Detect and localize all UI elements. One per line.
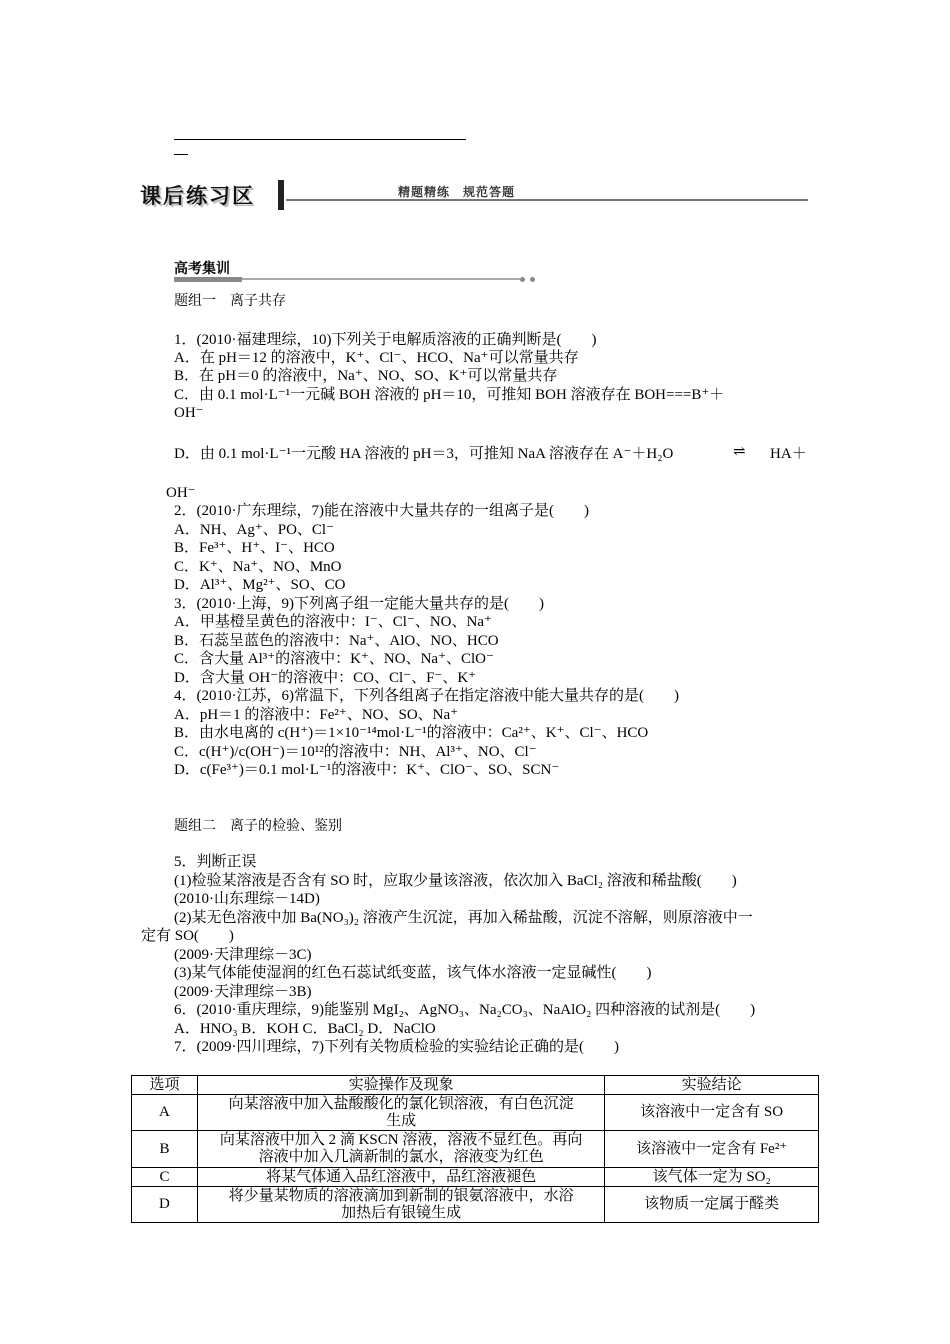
q1-option-d: D．由 0.1 mol·L⁻¹一元酸 HA 溶液的 pH＝3，可推知 NaA 溶液存在 A⁻＋H₂O <box>174 446 674 462</box>
q5-part2: (2)某无色溶液中加 Ba(NO₃)₂ 溶液产生沉淀，再加入稀盐酸，沉淀不溶解，则原溶液中一 <box>174 910 753 926</box>
dot-icon <box>520 277 525 282</box>
banner-rule <box>286 199 808 201</box>
table-header: 选项 <box>132 1076 198 1095</box>
equilibrium-arrow-icon: ⇌ <box>733 444 746 460</box>
table-header: 实验操作及现象 <box>197 1076 604 1095</box>
q5-part3-source: (2009·天津理综－3B) <box>174 984 312 1000</box>
section-bar <box>174 277 242 282</box>
operation-line: 将少量某物质的溶液滴加到新制的银氨溶液中，水浴 <box>228 1187 574 1204</box>
q5-part2-cont: 定有 SO( ) <box>141 928 234 944</box>
q1-option-a: A．在 pH＝12 的溶液中，K⁺、Cl⁻、HCO、Na⁺可以常量共存 <box>174 350 579 366</box>
q3-option-b: B．石蕊呈蓝色的溶液中：Na⁺、AlO、NO、HCO <box>174 633 499 649</box>
table-cell-result: 该气体一定为 SO₂ <box>605 1168 819 1187</box>
q5-part3: (3)某气体能使湿润的红色石蕊试纸变蓝，该气体水溶液一定显碱性( ) <box>174 965 652 981</box>
q1-option-c-cont: OH⁻ <box>174 405 204 421</box>
dot-icon <box>530 277 535 282</box>
operation-line: 生成 <box>386 1112 417 1129</box>
q1-option-d-cont: OH⁻ <box>166 485 196 501</box>
q2-stem: 2．(2010·广东理综，7)能在溶液中大量共存的一组离子是( ) <box>174 503 589 519</box>
table-cell-option: A <box>132 1095 198 1131</box>
q4-option-c: C．c(H⁺)/c(OH⁻)＝10¹²的溶液中：NH、Al³⁺、NO、Cl⁻ <box>174 744 537 760</box>
table-cell-option: B <box>132 1131 198 1168</box>
q3-option-d: D．含大量 OH⁻的溶液中：CO、Cl⁻、F⁻、K⁺ <box>174 670 477 686</box>
operation-line: 向某溶液中加入 2 滴 KSCN 溶液，溶液不显红色。再向 <box>219 1132 583 1148</box>
table-row <box>132 1095 819 1131</box>
q5-stem: 5．判断正误 <box>174 854 257 870</box>
table-header: 实验结论 <box>605 1076 819 1095</box>
banner-title: 课后练习区 <box>140 184 255 208</box>
table-cell-operation <box>197 1131 604 1168</box>
q2-option-b: B．Fe³⁺、H⁺、I⁻、HCO <box>174 540 335 556</box>
q2-option-c: C．K⁺、Na⁺、NO、MnO <box>174 559 342 575</box>
answer-table <box>131 1075 819 1223</box>
table-header-row <box>132 1076 819 1095</box>
operation-line: 加热后有银镜生成 <box>341 1204 462 1221</box>
section-rule <box>242 278 520 280</box>
operation-line: 溶液中加入几滴新制的氯水，溶液变为红色 <box>258 1149 544 1165</box>
q1-option-c: C．由 0.1 mol·L⁻¹一元碱 BOH 溶液的 pH＝10，可推知 BOH 溶液存在 BOH===B⁺＋ <box>174 387 725 403</box>
table-cell-result: 该溶液中一定含有 SO <box>605 1095 819 1131</box>
table-row <box>132 1168 819 1187</box>
table-cell-result: 该溶液中一定含有 Fe²⁺ <box>605 1131 819 1168</box>
q4-stem: 4．(2010·江苏，6)常温下，下列各组离子在指定溶液中能大量共存的是( ) <box>174 688 679 704</box>
group2-heading: 题组二 离子的检验、鉴别 <box>174 818 342 834</box>
q5-part2-source: (2009·天津理综－3C) <box>174 947 312 963</box>
q4-option-d: D．c(Fe³⁺)＝0.1 mol·L⁻¹的溶液中：K⁺、ClO⁻、SO、SCN⁻ <box>174 762 560 778</box>
operation-line: 将某气体通入品红溶液中，品红溶液褪色 <box>266 1168 537 1185</box>
q7-stem: 7．(2009·四川理综，7)下列有关物质检验的实验结论正确的是( ) <box>174 1039 619 1055</box>
q1-option-b: B．在 pH＝0 的溶液中，Na⁺、NO、SO、K⁺可以常量共存 <box>174 368 558 384</box>
q2-option-d: D．Al³⁺、Mg²⁺、SO、CO <box>174 577 346 593</box>
table-cell-result: 该物质一定属于醛类 <box>605 1187 819 1223</box>
section-title: 高考集训 <box>174 261 230 277</box>
q4-option-b: B．由水电离的 c(H⁺)＝1×10⁻¹⁴mol·L⁻¹的溶液中：Ca²⁺、K⁺、Cl⁻、HCO <box>174 725 649 741</box>
q1-stem: 1．(2010·福建理综，10)下列关于电解质溶液的正确判断是( ) <box>174 332 597 348</box>
table-row <box>132 1131 819 1168</box>
q5-part1: (1)检验某溶液是否含有 SO 时，应取少量该溶液，依次加入 BaCl₂ 溶液和稀盐酸( ) <box>174 873 737 889</box>
table-cell-operation <box>197 1187 604 1223</box>
q2-option-a: A．NH、Ag⁺、PO、Cl⁻ <box>174 522 335 538</box>
table-cell-option: D <box>132 1187 198 1223</box>
q1-option-d-tail: HA＋ <box>770 446 807 462</box>
group1-heading: 题组一 离子共存 <box>174 293 286 309</box>
q3-option-a: A．甲基橙呈黄色的溶液中：I⁻、Cl⁻、NO、Na⁺ <box>174 614 492 630</box>
short-dash <box>174 154 188 155</box>
banner-subtitle: 精题精练 规范答题 <box>398 185 516 199</box>
table-row <box>132 1187 819 1223</box>
banner-divider <box>278 180 284 210</box>
q3-option-c: C．含大量 Al³⁺的溶液中：K⁺、NO、Na⁺、ClO⁻ <box>174 651 494 667</box>
section-banner <box>140 180 810 210</box>
table-cell-operation <box>197 1168 604 1187</box>
q4-option-a: A．pH＝1 的溶液中：Fe²⁺、NO、SO、Na⁺ <box>174 707 459 723</box>
q3-stem: 3．(2010·上海，9)下列离子组一定能大量共存的是( ) <box>174 596 544 612</box>
q5-part1-source: (2010·山东理综－14D) <box>174 891 320 907</box>
q6-stem: 6．(2010·重庆理综，9)能鉴别 MgI₂、AgNO₃、Na₂CO₃、NaAlO₂ 四种溶液的试剂是( ) <box>174 1002 756 1018</box>
operation-line: 向某溶液中加入盐酸酸化的氯化钡溶液，有白色沉淀 <box>228 1095 574 1112</box>
top-rule <box>174 139 466 140</box>
table-cell-option: C <box>132 1168 198 1187</box>
table-cell-operation <box>197 1095 604 1131</box>
q6-options: A．HNO₃ B．KOH C．BaCl₂ D．NaClO <box>174 1021 436 1037</box>
